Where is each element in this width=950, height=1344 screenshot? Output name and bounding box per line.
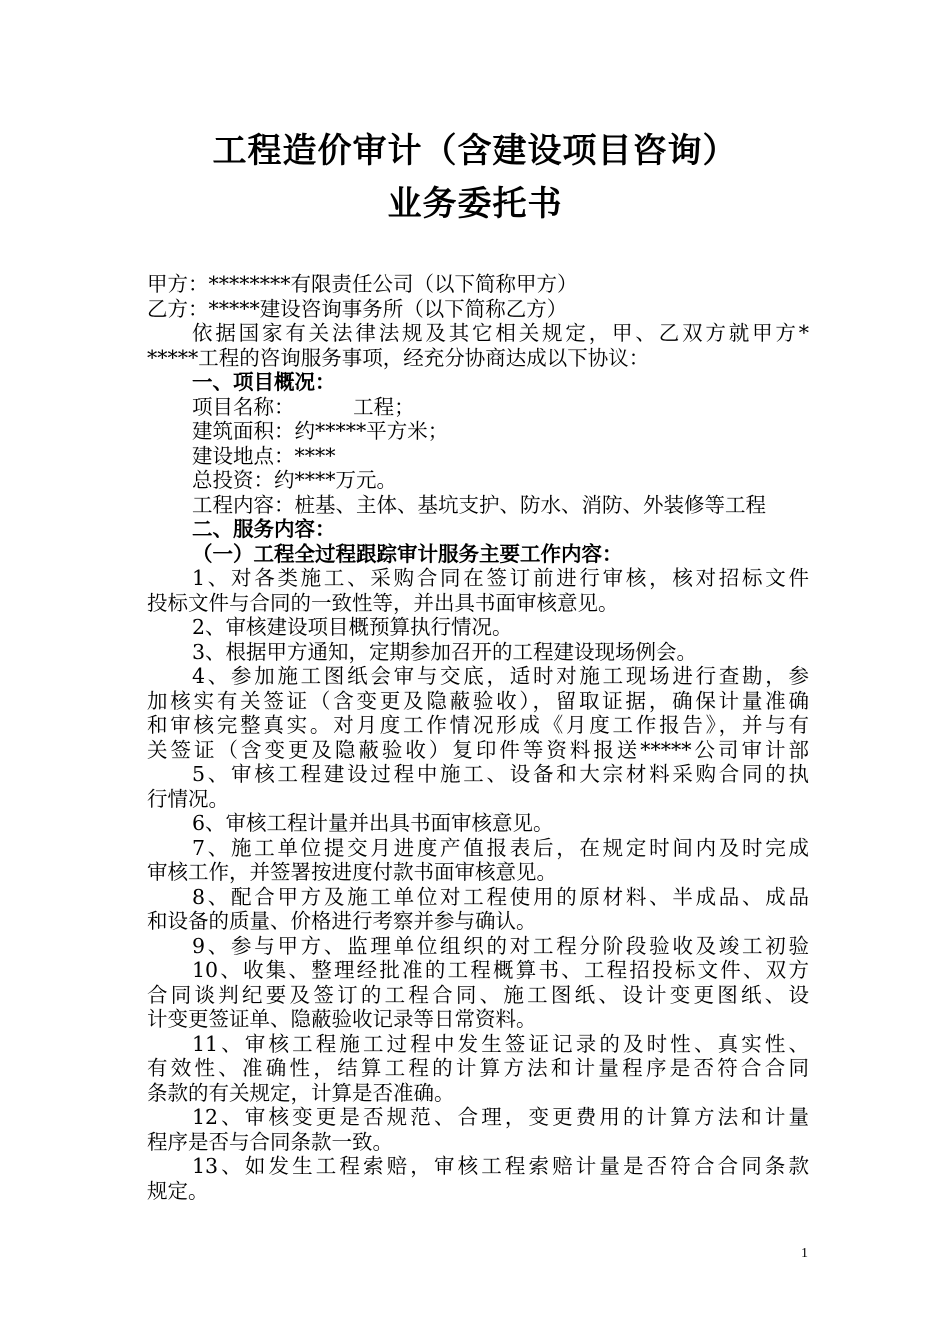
list-item-line: 程序是否与合同条款一致。 [147, 1129, 393, 1154]
location-line: 建设地点：**** [192, 443, 336, 468]
intro-line: *****工程的咨询服务事项，经充分协商达成以下协议： [147, 345, 650, 370]
subsection1-heading: （一）工程全过程跟踪审计服务主要工作内容： [192, 541, 623, 566]
list-item-line: 计变更签证单、隐蔽验收记录等日常资料。 [147, 1007, 537, 1031]
list-item-line: 8、配合甲方及施工单位对工程使用的原材料、半成品、成品 [192, 884, 809, 909]
intro-line: 依据国家有关法律法规及其它相关规定，甲、乙双方就甲方* [192, 321, 809, 345]
list-item-line: 12、审核变更是否规范、合理，变更费用的计算方法和计量 [192, 1105, 809, 1129]
list-item-line: 6、审核工程计量并出具书面审核意见。 [192, 811, 554, 835]
list-item-line: 13、如发生工程索赔，审核工程索赔计量是否符合合同条款 [192, 1154, 809, 1178]
list-item-line: 关签证（含变更及隐蔽验收）复印件等资料报送*****公司审计部 [147, 737, 809, 762]
list-item-line: 审核工作，并签署按进度付款书面审核意见。 [147, 860, 557, 884]
list-item-line: 合同谈判纪要及签订的工程合同、施工图纸、设计变更图纸、设 [147, 982, 809, 1007]
list-item-line: 和审核完整真实。对月度工作情况形成《月度工作报告》，并与有 [147, 713, 809, 737]
party-a-line: 甲方：********有限责任公司（以下简称甲方） [147, 272, 578, 296]
list-item-line: 有效性、准确性，结算工程的计算方法和计量程序是否符合合同 [147, 1056, 809, 1080]
party-b-line: 乙方：*****建设咨询事务所（以下简称乙方） [147, 296, 568, 321]
scope-line: 工程内容：桩基、主体、基坑支护、防水、消防、外装修等工程 [192, 492, 766, 517]
list-item-line: 7、施工单位提交月进度产值报表后，在规定时间内及时完成 [192, 835, 809, 860]
list-item-line: 条款的有关规定，计算是否准确。 [147, 1080, 455, 1105]
list-item-line: 9、参与甲方、监理单位组织的对工程分阶段验收及竣工初验 [192, 933, 809, 958]
document-title-line1: 工程造价审计（含建设项目咨询） [212, 131, 738, 171]
document-body [147, 272, 809, 1203]
page-number: 1 [801, 1246, 808, 1261]
list-item-line: 3、根据甲方通知，定期参加召开的工程建设现场例会。 [192, 639, 698, 664]
list-item-line: 10、收集、整理经批准的工程概算书、工程招投标文件、双方 [192, 958, 809, 982]
building-area-line: 建筑面积：约*****平方米； [192, 419, 449, 443]
list-item-line: 规定。 [147, 1178, 209, 1203]
section2-heading: 二、服务内容： [192, 517, 336, 541]
list-item-line: 2、审核建设项目概预算执行情况。 [192, 615, 513, 639]
list-item-line: 行情况。 [147, 786, 229, 811]
list-item-line: 4、参加施工图纸会审与交底，适时对施工现场进行查勘，参 [192, 664, 809, 688]
list-item-line: 5、审核工程建设过程中施工、设备和大宗材料采购合同的执 [192, 762, 809, 786]
project-name-line: 项目名称： 工程； [192, 394, 415, 419]
list-item-line: 投标文件与合同的一致性等，并出具书面审核意见。 [147, 590, 619, 615]
investment-line: 总投资：约****万元。 [192, 468, 397, 492]
list-item-line: 和设备的质量、价格进行考察并参与确认。 [147, 909, 537, 933]
list-item-line: 加核实有关签证（含变更及隐蔽验收），留取证据，确保计量准确 [147, 688, 809, 713]
list-item-line: 11、审核工程施工过程中发生签证记录的及时性、真实性、 [192, 1031, 809, 1056]
list-item-line: 1、对各类施工、采购合同在签订前进行审核，核对招标文件 [192, 566, 809, 590]
document-title-line2: 业务委托书 [387, 184, 563, 224]
section1-heading: 一、项目概况： [192, 370, 336, 394]
